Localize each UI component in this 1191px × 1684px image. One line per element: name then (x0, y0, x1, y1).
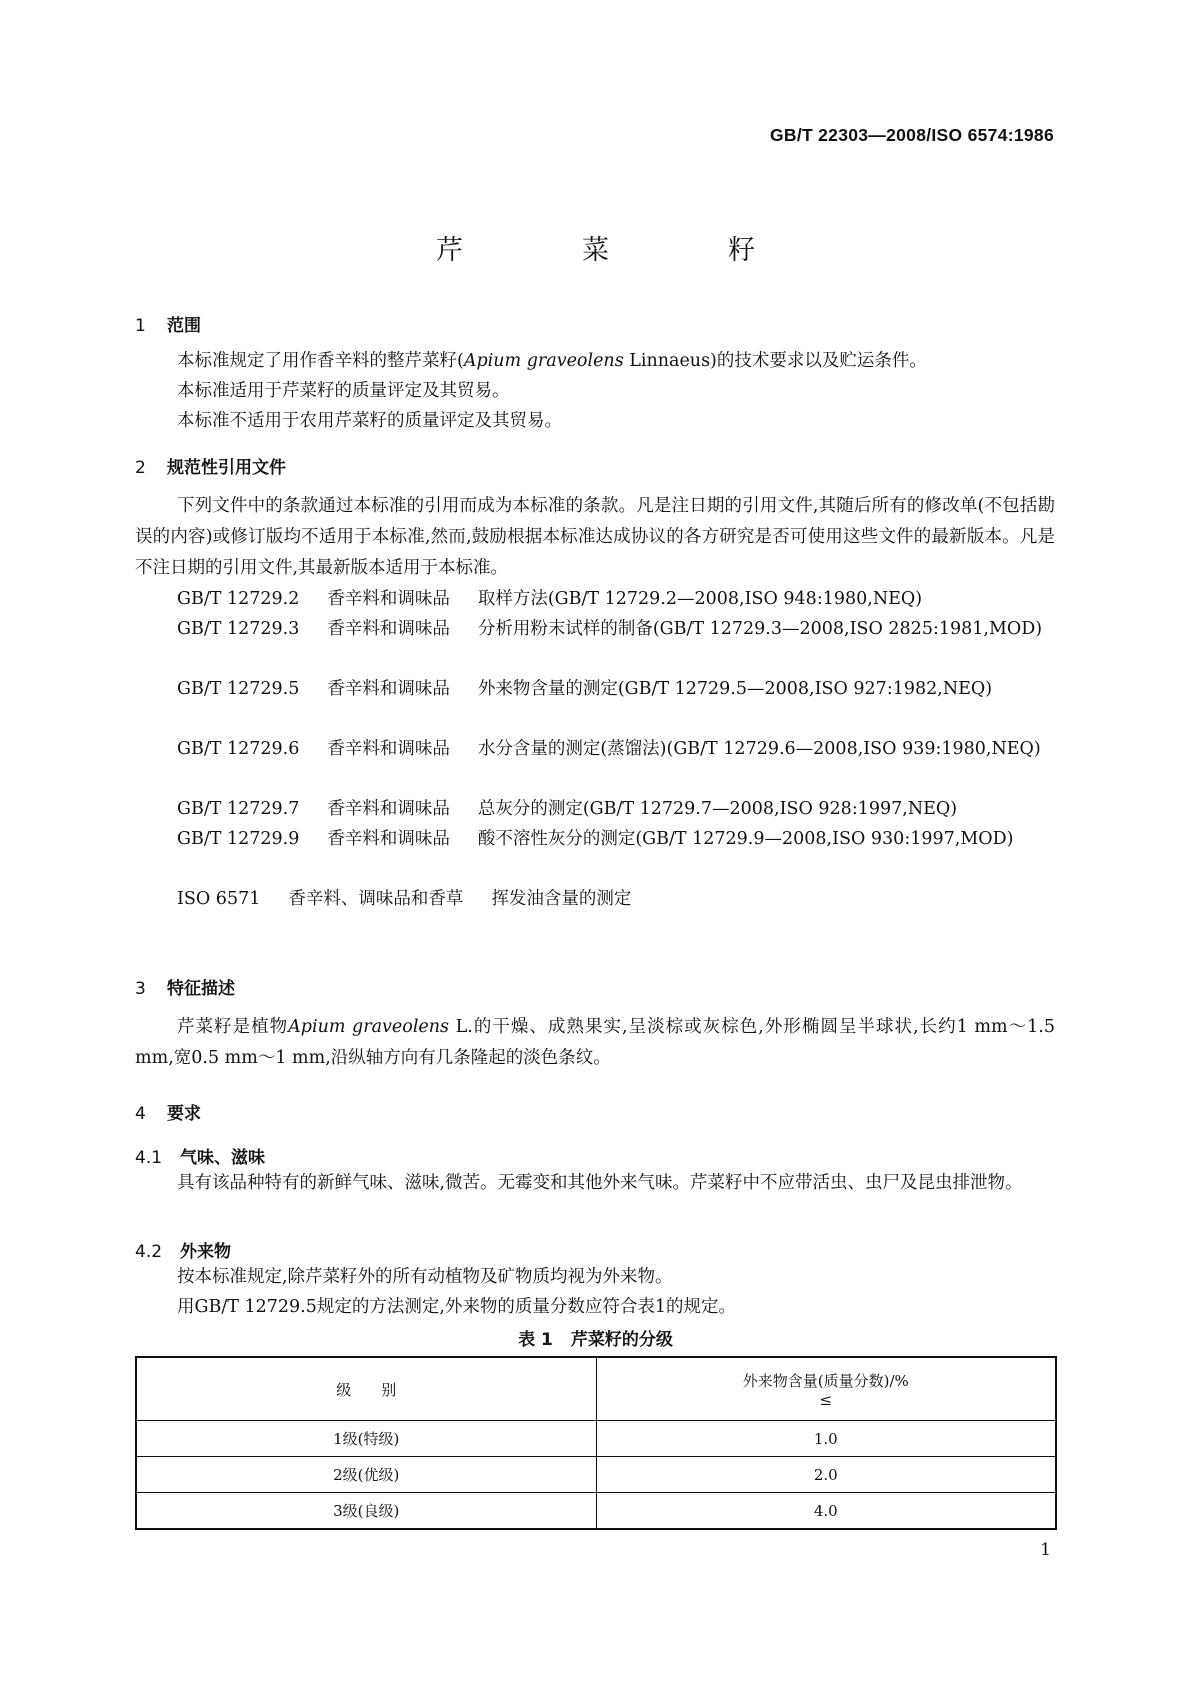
reference-subject: 取样方法(GB/T 12729.2—2008,ISO 948:1980,NEQ) (477, 589, 923, 609)
table-row (136, 1493, 1056, 1530)
reference-item (135, 614, 1055, 645)
value-cell: 1.0 (596, 1421, 1056, 1457)
value-cell: 2.0 (596, 1457, 1056, 1493)
section-title: 外来物 (180, 1242, 231, 1262)
table-row (136, 1421, 1056, 1457)
section-title: 范围 (167, 316, 201, 336)
section-4-1-heading (135, 1143, 265, 1168)
reference-subject: 总灰分的测定(GB/T 12729.7—2008,ISO 928:1997,NEQ) (477, 799, 958, 819)
text-run: 本标准规定了用作香辛料的整芹菜籽( (177, 351, 464, 371)
table-header-row (136, 1357, 1056, 1421)
column-header-content-sub: ≤ (819, 1390, 833, 1409)
reference-item (135, 794, 1055, 825)
section-1-paragraph-3: 本标准不适用于农用芹菜籽的质量评定及其贸易。 (177, 411, 562, 431)
section-4-2-paragraph-1: 按本标准规定,除芹菜籽外的所有动植物及矿物质均视为外来物。 (177, 1267, 673, 1287)
reference-code: GB/T 12729.5 (177, 679, 300, 699)
section-2-heading (135, 453, 286, 478)
section-1-paragraph-1 (135, 346, 1055, 377)
standard-code: GB/T 22303—2008/ISO 6574:1986 (769, 125, 1054, 145)
section-number: 4.1 (135, 1148, 163, 1168)
reference-subject: 分析用粉末试样的制备(GB/T 12729.3—2008,ISO 2825:1981,MOD) (477, 619, 1043, 639)
reference-code: ISO 6571 (177, 889, 261, 909)
grade-cell: 1级(特级) (136, 1421, 596, 1457)
section-4-1-paragraph: 具有该品种特有的新鲜气味、滋味,微苦。无霉变和其他外来气味。芹菜籽中不应带活虫、虫尸及昆虫排泄物。 (177, 1173, 1023, 1193)
reference-subject: 外来物含量的测定(GB/T 12729.5—2008,ISO 927:1982,NEQ) (477, 679, 993, 699)
reference-code: GB/T 12729.7 (177, 799, 300, 819)
reference-title: 香辛料、调味品和香草 (288, 889, 464, 909)
section-title: 气味、滋味 (180, 1148, 265, 1168)
reference-title: 香辛料和调味品 (327, 739, 450, 759)
section-number: 4.2 (135, 1242, 163, 1262)
text-run: 芹菜籽是植物 (177, 1017, 289, 1037)
grade-cell: 3级(良级) (136, 1493, 596, 1530)
section-1-paragraph-2: 本标准适用于芹菜籽的质量评定及其贸易。 (177, 381, 510, 401)
text-run: L.的干燥、成熟果实,呈淡棕或灰棕色,外形椭圆呈半球状,长约1 mm～1.5 mm,宽0.5 mm～1 mm,沿纵轴方向有几条隆起的淡色条纹。 (135, 1017, 1055, 1068)
reference-item (135, 734, 1055, 765)
section-3-heading (135, 974, 235, 999)
table-title: 芹菜籽的分级 (570, 1330, 673, 1350)
reference-item (135, 884, 1055, 915)
reference-code: GB/T 12729.6 (177, 739, 300, 759)
column-header-content-label: 外来物含量(质量分数)/% (742, 1371, 909, 1390)
grade-cell: 2级(优级) (136, 1457, 596, 1493)
reference-item (135, 674, 1055, 705)
reference-item (135, 824, 1055, 855)
column-header-grade: 级 别 (136, 1357, 596, 1421)
latin-name: Apium graveolens (463, 351, 624, 371)
section-title: 要求 (167, 1104, 201, 1124)
reference-subject: 酸不溶性灰分的测定(GB/T 12729.9—2008,ISO 930:1997,MOD) (477, 829, 1014, 849)
table-caption (0, 1325, 1191, 1350)
section-4-2-heading (135, 1237, 231, 1262)
section-3-paragraph (135, 1012, 1055, 1074)
section-4-heading (135, 1099, 201, 1124)
section-1-heading (135, 311, 201, 336)
reference-title: 香辛料和调味品 (327, 799, 450, 819)
section-title: 规范性引用文件 (167, 458, 286, 478)
latin-name: Apium graveolens (288, 1017, 450, 1037)
reference-subject: 水分含量的测定(蒸馏法)(GB/T 12729.6—2008,ISO 939:1980,NEQ) (477, 739, 1041, 759)
reference-code: GB/T 12729.3 (177, 619, 300, 639)
value-cell: 4.0 (596, 1493, 1056, 1530)
section-2-intro: 下列文件中的条款通过本标准的引用而成为本标准的条款。凡是注日期的引用文件,其随后所有的修改单(不包括勘误的内容)或修订版均不适用于本标准,然而,鼓励根据本标准达成协议的各方研究是否可使用这些文件的最新版本。凡是不注日期的引用文件,其最新版本适用于本标准。 (135, 496, 1055, 578)
table-row (136, 1457, 1056, 1493)
reference-subject: 挥发油含量的测定 (491, 889, 632, 909)
section-number: 3 (135, 979, 146, 999)
text-run: Linnaeus)的技术要求以及贮运条件。 (623, 351, 927, 371)
reference-code: GB/T 12729.2 (177, 589, 300, 609)
column-header-content (596, 1357, 1056, 1421)
section-number: 1 (135, 316, 146, 336)
reference-title: 香辛料和调味品 (327, 829, 450, 849)
table-number: 表 1 (518, 1330, 553, 1350)
reference-item (135, 584, 1055, 615)
reference-title: 香辛料和调味品 (327, 679, 450, 699)
grade-table (135, 1356, 1057, 1530)
section-title: 特征描述 (167, 979, 235, 999)
page-number: 1 (1040, 1540, 1051, 1560)
section-4-2-paragraph-2: 用GB/T 12729.5规定的方法测定,外来物的质量分数应符合表1的规定。 (177, 1297, 737, 1317)
reference-title: 香辛料和调味品 (327, 589, 450, 609)
reference-title: 香辛料和调味品 (327, 619, 450, 639)
page-title: 芹 菜 籽 (436, 235, 801, 266)
section-number: 2 (135, 458, 146, 478)
section-number: 4 (135, 1104, 146, 1124)
reference-code: GB/T 12729.9 (177, 829, 300, 849)
